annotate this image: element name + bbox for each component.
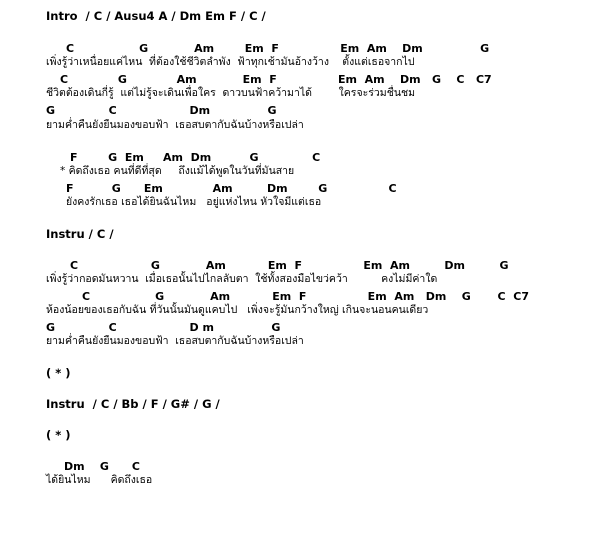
intro-line: Intro / C / Ausu4 A / Dm Em F / C / — [46, 9, 266, 23]
chorus-chords-1: F G Em Am Dm G C — [70, 151, 321, 164]
instru-line-1: Instru / C / — [46, 227, 114, 241]
verse1-chords-3: G C Dm G — [46, 104, 277, 117]
verse1-lyric-1: เพิ่งรู้ว่าเหนื่อยแค่ไหน ที่ต้องใช้ชีวิตลำพัง ฟ้าทุกเช้ามันอ้างว้าง ตั้งแต่เธอจากไป — [46, 56, 415, 68]
chorus-lyric-2: ยังคงรักเธอ เธอได้ยินฉันไหม อยู่แห่งไหน หัวใจมีแต่เธอ — [66, 196, 322, 208]
verse1-lyric-3: ยามค่ำคืนยังยืนมองขอบฟ้า เธอสบตากับฉันบ้างหรือเปล่า — [46, 119, 304, 131]
chorus-chords-2: F G Em Am Dm G C — [66, 182, 397, 195]
chorus-repeat-2: ( * ) — [46, 428, 71, 442]
verse1-chords-1: C G Am Em F Em Am Dm G — [66, 42, 490, 55]
chorus-repeat-1: ( * ) — [46, 366, 71, 380]
verse1-lyric-2: ชีวิตต้องเดินกี่รู้ แต่ไม่รู้จะเดินเพื่อใคร ดาวบนฟ้าคว้ามาได้ ใครจะร่วมชื่นชม — [46, 87, 416, 99]
outro-lyric: ได้ยินไหม คิดถึงเธอ — [46, 474, 153, 486]
verse2-lyric-2: ห้องน้อยของเธอกับฉัน ที่วันนั้นมันดูแคบไป เพิ่งจะรู้มันกว้างใหญ่ เกินจะนอนคนเดียว — [46, 304, 429, 316]
verse2-lyric-1: เพิ่งรู้ว่ากอดมันหวาน เมื่อเธอนั้นไปไกลลับตา ใช้ทั้งสองมือไขว่คว้า คงไม่มีค่าใด — [46, 273, 438, 285]
verse2-chords-1: C G Am Em F Em Am Dm G — [70, 259, 509, 272]
chorus-lyric-1: * คิดถึงเธอ คนที่ดีที่สุด ถึงแม้ได้พูดในวันที่มันสาย — [60, 165, 295, 177]
verse2-lyric-3: ยามค่ำคืนยังยืนมองขอบฟ้า เธอสบตากับฉันบ้างหรือเปล่า — [46, 335, 304, 347]
verse2-chords-2: C G Am Em F Em Am Dm G C C7 — [82, 290, 529, 303]
verse2-chords-3: G C D m G — [46, 321, 281, 334]
verse1-chords-2: C G Am Em F Em Am Dm G C C7 — [60, 73, 492, 86]
outro-chords: Dm G C — [64, 460, 140, 473]
instru-line-2: Instru / C / Bb / F / G# / G / — [46, 397, 220, 411]
